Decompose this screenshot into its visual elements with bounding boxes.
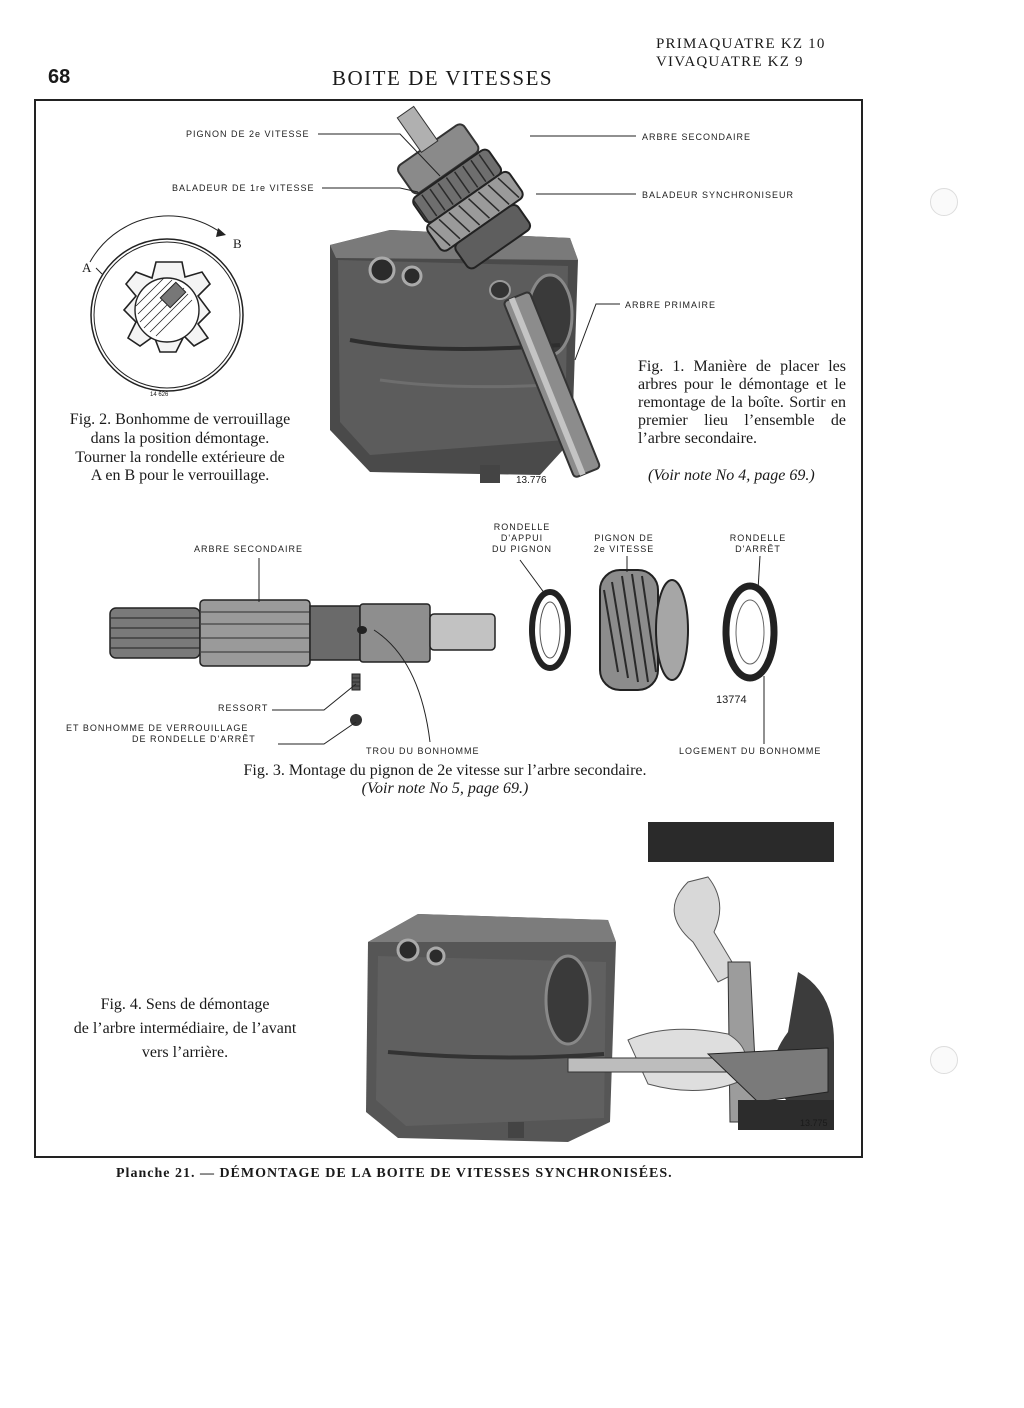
fig1-label-baladeur-synchro: BALADEUR SYNCHRONISEUR	[642, 190, 795, 200]
fig3-label-arbre-secondaire: ARBRE SECONDAIRE	[194, 544, 304, 554]
fig1-label-arbre-primaire: ARBRE PRIMAIRE	[625, 300, 717, 310]
fig2-caption-line-3: Tourner la rondelle extérieure de	[75, 449, 285, 466]
fig3-label-pignon-1: PIGNON DE	[594, 533, 654, 543]
fig1-caption: Fig. 1. Manière de placer les arbres pour le démontage et le remontage de la boîte. Sortir en premier lieu l’ensemble de l’arbre secondaire.	[638, 358, 846, 447]
fig1-label-baladeur-1re: BALADEUR DE 1re VITESSE	[172, 183, 315, 193]
fig3-label-pignon-2: 2e VITESSE	[593, 544, 655, 554]
fig3-label-rondelle-appui-1: RONDELLE	[493, 522, 551, 532]
fig2-drawing-number: 14 626	[150, 392, 169, 398]
fig3-label-rondelle-arret-2: D'ARRÊT	[735, 544, 781, 554]
fig4-caption-line-3: vers l’arrière.	[141, 1044, 229, 1061]
fig3-caption-line-2: (Voir note No 5, page 69.)	[361, 780, 529, 797]
fig3-label-ressort: RESSORT	[218, 703, 269, 713]
fig1-caption-note: (Voir note No 4, page 69.)	[648, 467, 815, 484]
fig3-label-rondelle-appui-2: D'APPUI	[500, 533, 544, 543]
fig3-label-logement: LOGEMENT DU BONHOMME	[679, 746, 822, 756]
fig3-caption-line-1: Fig. 3. Montage du pignon de 2e vitesse sur l’arbre secondaire.	[243, 762, 647, 779]
fig3-photo-number: 13774	[716, 694, 747, 706]
fig3-label-rondelle-appui-3: DU PIGNON	[491, 544, 552, 554]
plate-caption: Planche 21. — DÉMONTAGE DE LA BOITE DE VITESSES SYNCHRONISÉES.	[116, 1166, 673, 1181]
section-title: BOITE DE VITESSES	[332, 66, 554, 90]
fig3-label-bonhomme-2: DE RONDELLE D'ARRÊT	[132, 734, 256, 744]
page-number: 68	[48, 66, 71, 88]
fig2-caption-line-4: A en B pour le verrouillage.	[90, 467, 270, 484]
fig3-label-trou: TROU DU BONHOMME	[366, 746, 480, 756]
fig2-label-b: B	[233, 236, 242, 251]
fig3-label-rondelle-arret-1: RONDELLE	[729, 533, 787, 543]
fig4-photo-number: 13.775	[800, 1118, 828, 1128]
fig2-label-a: A	[82, 260, 92, 275]
model-line-1: PRIMAQUATRE KZ 10	[656, 36, 826, 52]
fig1-label-pignon-2e: PIGNON DE 2e VITESSE	[186, 129, 310, 139]
fig4-caption-line-1: Fig. 4. Sens de démontage	[100, 996, 270, 1013]
fig2-caption-line-2: dans la position démontage.	[90, 430, 270, 447]
fig4-caption-line-2: de l’arbre intermédiaire, de l’avant	[73, 1020, 297, 1037]
fig1-label-arbre-secondaire: ARBRE SECONDAIRE	[642, 132, 752, 142]
model-line-2: VIVAQUATRE KZ 9	[656, 54, 804, 70]
fig2-caption-line-1: Fig. 2. Bonhomme de verrouillage	[69, 411, 291, 428]
fig3-label-bonhomme-1: ET BONHOMME DE VERROUILLAGE	[66, 723, 249, 733]
fig4-disassembly-photo	[358, 822, 834, 1144]
fig1-photo-number: 13.776	[516, 475, 547, 486]
